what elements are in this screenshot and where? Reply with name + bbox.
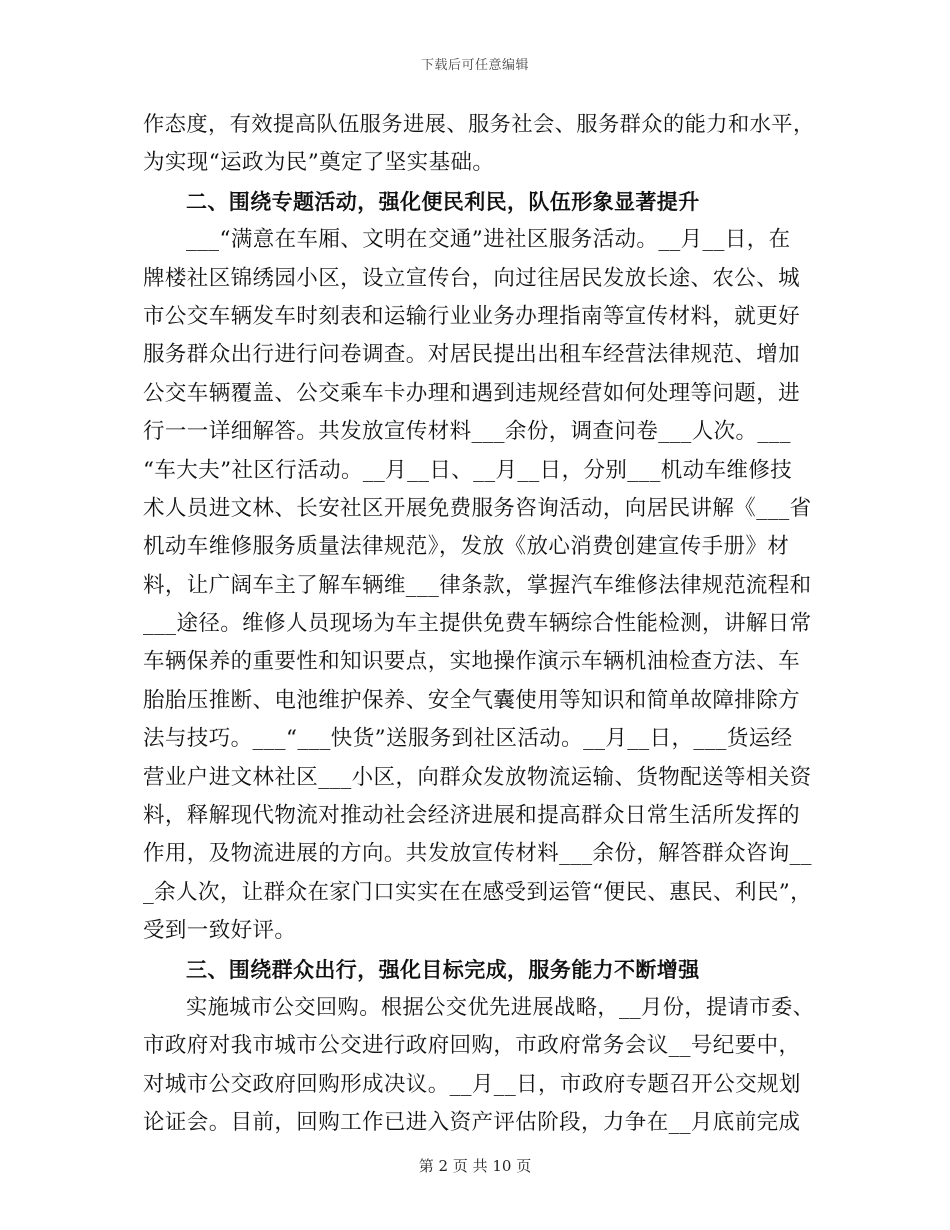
- text-line: 服务群众出行进行问卷调查。对居民提出出租车经营法律规范、增加: [143, 342, 801, 368]
- text-line: 市政府对我市城市公交进行政府回购，市政府常务会议__号纪要中，: [143, 1033, 801, 1059]
- text-line: 为实现“运政为民”奠定了坚实基础。: [143, 150, 495, 176]
- text-line: 机动车维修服务质量法律规范》，发放《放心消费创建宣传手册》材: [143, 534, 790, 560]
- text-line: 作用，及物流进展的方向。共发放宣传材料___余份，解答群众咨询__: [143, 841, 812, 867]
- text-line: 作态度，有效提高队伍服务进展、服务社会、服务群众的能力和水平，: [143, 112, 815, 137]
- section-heading: 二、围绕专题活动，强化便民利民，队伍形象显著提升: [186, 189, 700, 214]
- document-body: [143, 106, 815, 1143]
- section-heading: 三、围绕群众出行，强化目标完成，服务能力不断增强: [186, 957, 700, 982]
- text-line: 车辆保养的重要性和知识要点，实地操作演示车辆机油检查方法、车: [143, 649, 801, 675]
- text-line: 营业户进文林社区___小区，向群众发放物流运输、货物配送等相关资: [143, 764, 812, 790]
- text-line: 行一一详细解答。共发放宣传材料___余份，调查问卷___人次。___: [143, 419, 791, 445]
- text-line: 公交车辆覆盖、公交乘车卡办理和遇到违规经营如何处理等问题，进: [143, 380, 801, 406]
- text-line: ___“满意在车厢、文明在交通”进社区服务活动。__月__日，在: [186, 227, 791, 253]
- text-line: 论证会。目前，回购工作已进入资产评估阶段，力争在__月底前完成: [143, 1110, 801, 1136]
- header-note: 下载后可任意编辑: [420, 58, 529, 73]
- text-line: 胎胎压推断、电池维护保养、安全气囊使用等知识和简单故障排除方: [143, 687, 801, 713]
- text-line: _余人次，让群众在家门口实实在在感受到运管“便民、惠民、利民”，: [143, 879, 813, 905]
- text-line: “车大夫”社区行活动。__月__日、__月__日，分别___机动车维修技: [143, 457, 793, 483]
- text-line: 法与技巧。___“___快货”送服务到社区活动。__月__日，___货运经: [143, 726, 793, 752]
- page-number-footer: 第 2 页 共 10 页: [418, 1157, 532, 1175]
- text-line: 料，释解现代物流对推动社会经济进展和提高群众日常生活所发挥的: [143, 803, 801, 829]
- text-line: 市公交车辆发车时刻表和运输行业业务办理指南等宣传材料，就更好: [143, 303, 801, 329]
- text-line: 实施城市公交回购。根据公交优先进展战略，__月份，提请市委、: [186, 994, 815, 1020]
- text-line: 对城市公交政府回购形成决议。__月__日，市政府专题召开公交规划: [143, 1071, 801, 1097]
- text-line: 受到一致好评。: [143, 918, 297, 944]
- text-line: 术人员进文林、长安社区开展免费服务咨询活动，向居民讲解《___省: [143, 495, 812, 521]
- text-line: 料，让广阔车主了解车辆维___律条款，掌握汽车维修法律规范流程和: [143, 572, 812, 598]
- text-line: ___途径。维修人员现场为车主提供免费车辆综合性能检测，讲解日常: [143, 611, 812, 637]
- text-line: 牌楼社区锦绣园小区，设立宣传台，向过往居民发放长途、农公、城: [143, 265, 801, 291]
